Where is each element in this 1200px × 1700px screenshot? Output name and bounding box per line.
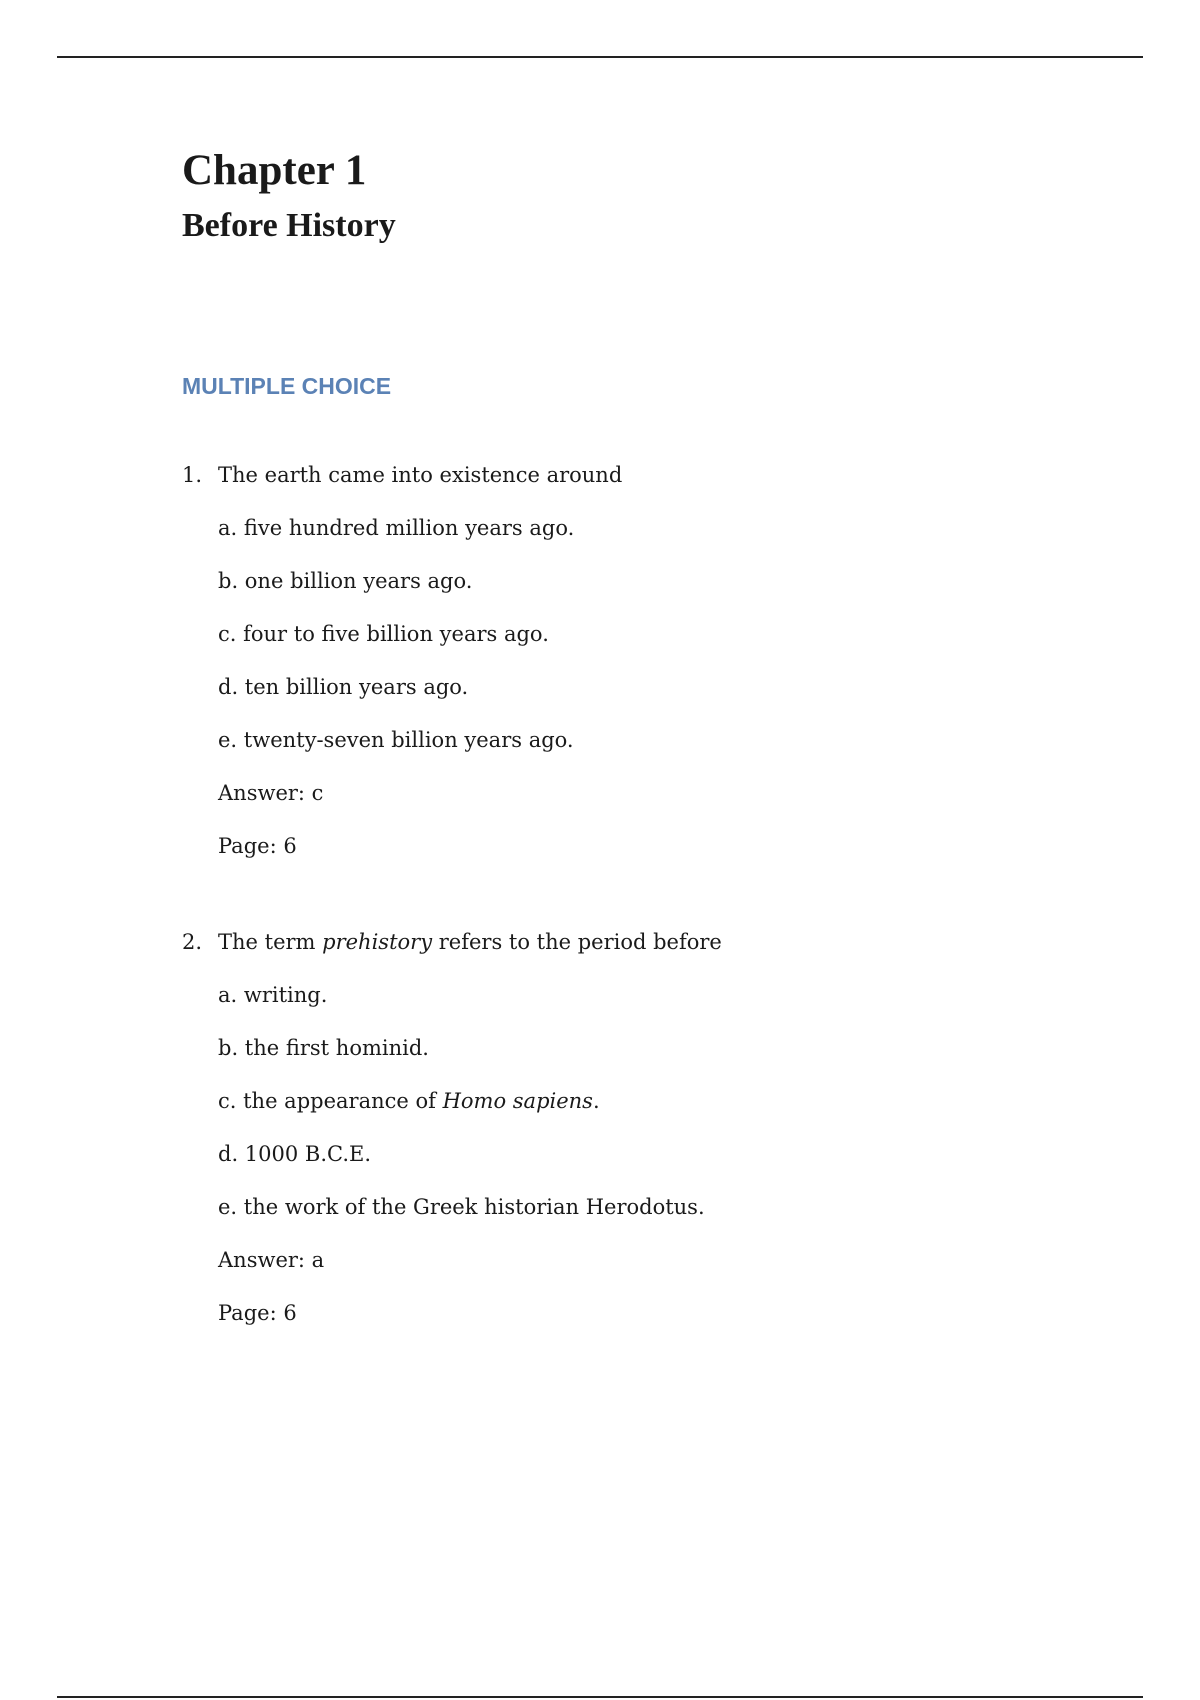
section-heading: MULTIPLE CHOICE <box>182 373 392 399</box>
page-line: Page: 6 <box>218 1301 297 1325</box>
page-line: Page: 6 <box>218 834 297 858</box>
option-c-before: c. the appearance of <box>218 1089 443 1113</box>
question-2 <box>182 928 1082 1327</box>
option-e: e. twenty-seven billion years ago. <box>218 728 574 752</box>
option-c-italic: Homo sapiens <box>442 1089 593 1113</box>
option-a: a. five hundred million years ago. <box>218 516 575 540</box>
chapter-title: Chapter 1 <box>182 147 367 194</box>
question-text <box>218 928 722 956</box>
question-stem <box>182 928 1082 956</box>
question-number: 1. <box>182 463 203 487</box>
stem-italic-term: prehistory <box>322 930 433 954</box>
option-c <box>218 1087 1082 1115</box>
option-a: a. writing. <box>218 983 328 1007</box>
option-b: b. the first hominid. <box>218 1036 429 1060</box>
question-1 <box>182 461 1082 860</box>
answer-line: Answer: a <box>218 1248 325 1272</box>
question-text: The earth came into existence around <box>218 463 623 487</box>
option-b: b. one billion years ago. <box>218 569 473 593</box>
option-e: e. the work of the Greek historian Herodotus. <box>218 1195 705 1219</box>
stem-text-before: The term <box>218 930 323 954</box>
document-body <box>182 140 1082 1327</box>
question-number: 2. <box>182 930 203 954</box>
option-d: d. ten billion years ago. <box>218 675 469 699</box>
option-c-after: . <box>592 1089 600 1113</box>
answer-line: Answer: c <box>218 781 324 805</box>
chapter-subtitle: Before History <box>182 207 396 244</box>
footer-rule <box>57 1696 1143 1698</box>
question-stem <box>182 461 1082 489</box>
option-c: c. four to five billion years ago. <box>218 622 549 646</box>
stem-text-after: refers to the period before <box>432 930 722 954</box>
option-d: d. 1000 B.C.E. <box>218 1142 372 1166</box>
header-rule <box>57 56 1143 58</box>
